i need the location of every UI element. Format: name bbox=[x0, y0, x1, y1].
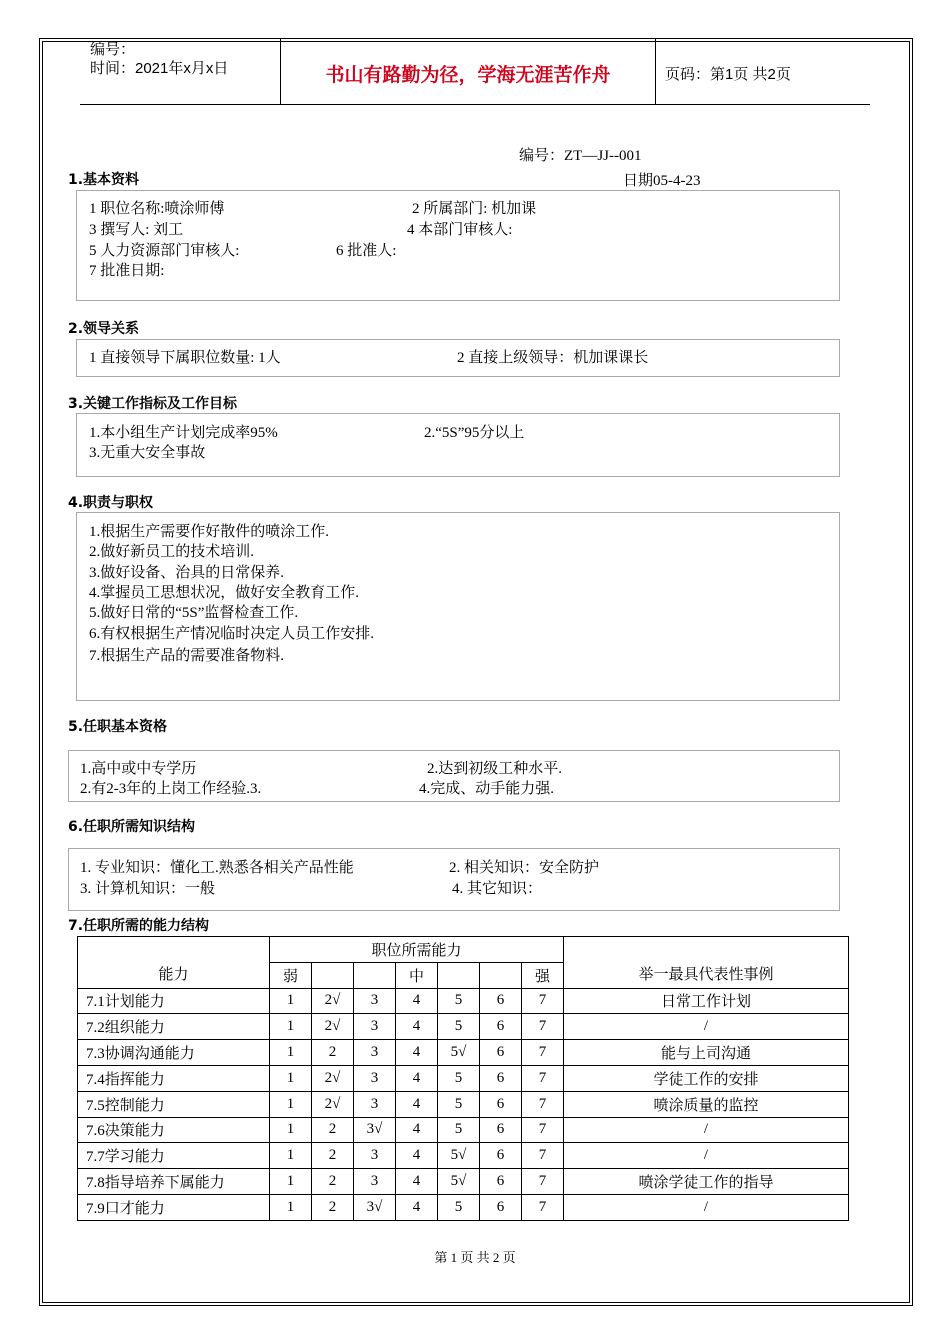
ability-level-cell: 7 bbox=[522, 988, 564, 1014]
ability-level-cell: 4 bbox=[396, 1014, 438, 1040]
s5-qualification-1: 1.高中或中专学历 bbox=[80, 761, 197, 777]
ability-level-cell: 7 bbox=[522, 1091, 564, 1117]
ability-name-cell: 7.2组织能力 bbox=[78, 1014, 270, 1040]
ability-level-cell: 2√ bbox=[312, 988, 354, 1014]
s3-indicator-2: 2.“5S”95分以上 bbox=[424, 425, 525, 441]
ability-column-header: 能力 bbox=[78, 937, 270, 989]
ability-level-cell: 7 bbox=[522, 1117, 564, 1143]
ability-name-cell: 7.6决策能力 bbox=[78, 1117, 270, 1143]
ability-level-cell: 2 bbox=[312, 1040, 354, 1066]
s4-duty-item: 6.有权根据生产情况临时决定人员工作安排. bbox=[89, 626, 375, 642]
ability-level-cell: 7 bbox=[522, 1040, 564, 1066]
s1-department: 2 所属部门: 机加课 bbox=[412, 201, 537, 217]
header-motto: 书山有路勤为径，学海无涯苦作舟 bbox=[325, 64, 611, 86]
ability-level-cell: 5 bbox=[438, 988, 480, 1014]
s1-hr-reviewer: 5 人力资源部门审核人: bbox=[89, 243, 240, 259]
ability-level-cell: 1 bbox=[270, 1143, 312, 1169]
ability-name-cell: 7.9口才能力 bbox=[78, 1194, 270, 1220]
s6-knowledge-4: 4. 其它知识： bbox=[452, 881, 543, 897]
ability-level-cell: 7 bbox=[522, 1169, 564, 1195]
ability-level-cell: 2 bbox=[312, 1143, 354, 1169]
ability-level-cell: 3 bbox=[354, 1065, 396, 1091]
ability-name-cell: 7.1计划能力 bbox=[78, 988, 270, 1014]
s1-dept-reviewer: 4 本部门审核人: bbox=[407, 222, 513, 238]
ability-level-cell: 2√ bbox=[312, 1065, 354, 1091]
ability-example-cell: 日常工作计划 bbox=[564, 988, 849, 1014]
ability-level-cell: 5 bbox=[438, 1117, 480, 1143]
ability-level-cell: 3 bbox=[354, 988, 396, 1014]
header-time-label: 时间：2021年x月x日 bbox=[90, 60, 229, 77]
ability-level-cell: 7 bbox=[522, 1143, 564, 1169]
ability-example-cell: 学徒工作的安排 bbox=[564, 1065, 849, 1091]
ability-level-cell: 1 bbox=[270, 1040, 312, 1066]
section-4-title: 4.职责与职权 bbox=[68, 495, 154, 511]
header-divider-left bbox=[280, 38, 281, 104]
ability-row bbox=[78, 988, 849, 1014]
ability-level-cell: 4 bbox=[396, 1169, 438, 1195]
ability-example-cell: 喷涂质量的监控 bbox=[564, 1091, 849, 1117]
ability-example-cell: 能与上司沟通 bbox=[564, 1040, 849, 1066]
s6-knowledge-1: 1. 专业知识：懂化工.熟悉各相关产品性能 bbox=[80, 860, 354, 876]
ability-level-cell: 5√ bbox=[438, 1040, 480, 1066]
ability-level-cell: 6 bbox=[480, 1143, 522, 1169]
s5-qualification-3: 2.有2-3年的上岗工作经验.3. bbox=[80, 781, 262, 797]
scale-blank bbox=[354, 962, 396, 988]
header-bottom-rule bbox=[80, 104, 870, 105]
s4-duty-item: 1.根据生产需要作好散件的喷涂工作. bbox=[89, 524, 330, 540]
ability-level-cell: 5 bbox=[438, 1091, 480, 1117]
doc-date: 日期05-4-23 bbox=[623, 173, 701, 189]
s2-subordinate-count: 1 直接领导下属职位数量: 1人 bbox=[89, 350, 281, 366]
ability-level-cell: 2√ bbox=[312, 1014, 354, 1040]
ability-level-cell: 5 bbox=[438, 1194, 480, 1220]
ability-level-cell: 3 bbox=[354, 1143, 396, 1169]
ability-level-cell: 1 bbox=[270, 1194, 312, 1220]
ability-level-cell: 3 bbox=[354, 1014, 396, 1040]
section-1-title: 1.基本资料 bbox=[68, 172, 140, 188]
ability-level-cell: 2√ bbox=[312, 1091, 354, 1117]
s4-duty-item: 5.做好日常的“5S”监督检查工作. bbox=[89, 605, 299, 621]
s2-direct-superior: 2 直接上级领导：机加课课长 bbox=[457, 350, 649, 366]
scale-strong-label: 强 bbox=[522, 962, 564, 988]
ability-level-cell: 6 bbox=[480, 1040, 522, 1066]
scale-blank bbox=[438, 962, 480, 988]
ability-example-cell: / bbox=[564, 1194, 849, 1220]
ability-level-cell: 6 bbox=[480, 1014, 522, 1040]
header-number-label: 编号： bbox=[90, 41, 136, 58]
section-5-title: 5.任职基本资格 bbox=[68, 719, 168, 735]
ability-level-cell: 7 bbox=[522, 1065, 564, 1091]
ability-row bbox=[78, 1143, 849, 1169]
ability-level-cell: 5 bbox=[438, 1014, 480, 1040]
s1-job-title: 1 职位名称:喷涂师傅 bbox=[89, 201, 225, 217]
ability-level-cell: 1 bbox=[270, 1014, 312, 1040]
ability-name-cell: 7.5控制能力 bbox=[78, 1091, 270, 1117]
ability-level-cell: 6 bbox=[480, 1065, 522, 1091]
ability-level-cell: 1 bbox=[270, 988, 312, 1014]
ability-level-cell: 3 bbox=[354, 1169, 396, 1195]
ability-name-cell: 7.8指导培养下属能力 bbox=[78, 1169, 270, 1195]
s3-indicator-3: 3.无重大安全事故 bbox=[89, 445, 206, 461]
ability-level-cell: 7 bbox=[522, 1014, 564, 1040]
ability-level-cell: 2 bbox=[312, 1117, 354, 1143]
ability-level-cell: 1 bbox=[270, 1169, 312, 1195]
page-footer: 第 1 页 共 2 页 bbox=[434, 1250, 516, 1265]
ability-level-cell: 4 bbox=[396, 1091, 438, 1117]
header-top-rule bbox=[80, 38, 870, 39]
ability-level-cell: 6 bbox=[480, 988, 522, 1014]
ability-name-cell: 7.3协调沟通能力 bbox=[78, 1040, 270, 1066]
ability-level-cell: 3√ bbox=[354, 1117, 396, 1143]
header-left-block bbox=[90, 40, 228, 78]
s4-duty-item: 4.掌握员工思想状况，做好安全教育工作. bbox=[89, 585, 360, 601]
ability-level-cell: 3 bbox=[354, 1040, 396, 1066]
ability-example-cell: / bbox=[564, 1117, 849, 1143]
ability-level-cell: 3 bbox=[354, 1091, 396, 1117]
ability-level-cell: 4 bbox=[396, 1143, 438, 1169]
ability-row bbox=[78, 1014, 849, 1040]
ability-level-cell: 6 bbox=[480, 1091, 522, 1117]
s1-approval-date: 7 批准日期: bbox=[89, 263, 165, 279]
scale-blank bbox=[480, 962, 522, 988]
ability-example-cell: 喷涂学徒工作的指导 bbox=[564, 1169, 849, 1195]
required-ability-header: 职位所需能力 bbox=[270, 937, 564, 963]
ability-level-cell: 4 bbox=[396, 1194, 438, 1220]
ability-level-cell: 2 bbox=[312, 1169, 354, 1195]
section-3-title: 3.关键工作指标及工作目标 bbox=[68, 396, 238, 412]
s5-qualification-2: 2.达到初级工种水平. bbox=[427, 761, 563, 777]
ability-row bbox=[78, 1065, 849, 1091]
scale-blank bbox=[312, 962, 354, 988]
example-column-header: 举一最具代表性事例 bbox=[564, 937, 849, 989]
s3-indicator-1: 1.本小组生产计划完成率95% bbox=[89, 425, 278, 441]
ability-level-cell: 4 bbox=[396, 1117, 438, 1143]
doc-number: 编号：ZT—JJ--001 bbox=[519, 148, 642, 164]
header-page-label: 页码：第1页 共2页 bbox=[665, 66, 791, 83]
ability-level-cell: 3√ bbox=[354, 1194, 396, 1220]
ability-table bbox=[77, 936, 849, 1221]
ability-level-cell: 5√ bbox=[438, 1143, 480, 1169]
section-7-title: 7.任职所需的能力结构 bbox=[68, 918, 210, 934]
ability-row bbox=[78, 1117, 849, 1143]
ability-level-cell: 1 bbox=[270, 1091, 312, 1117]
scale-mid-label: 中 bbox=[396, 962, 438, 988]
header-divider-right bbox=[655, 38, 656, 104]
ability-level-cell: 6 bbox=[480, 1169, 522, 1195]
ability-level-cell: 6 bbox=[480, 1117, 522, 1143]
s5-qualification-4: 4.完成、动手能力强. bbox=[419, 781, 555, 797]
s1-approver: 6 批准人: bbox=[336, 243, 397, 259]
s1-author: 3 撰写人: 刘工 bbox=[89, 222, 184, 238]
ability-row bbox=[78, 1091, 849, 1117]
s4-duty-item: 2.做好新员工的技术培训. bbox=[89, 544, 255, 560]
s6-knowledge-2: 2. 相关知识：安全防护 bbox=[449, 860, 600, 876]
ability-level-cell: 5√ bbox=[438, 1169, 480, 1195]
ability-name-cell: 7.7学习能力 bbox=[78, 1143, 270, 1169]
ability-level-cell: 7 bbox=[522, 1194, 564, 1220]
ability-level-cell: 2 bbox=[312, 1194, 354, 1220]
ability-level-cell: 5 bbox=[438, 1065, 480, 1091]
ability-level-cell: 4 bbox=[396, 988, 438, 1014]
ability-row bbox=[78, 1169, 849, 1195]
ability-level-cell: 4 bbox=[396, 1065, 438, 1091]
s4-duty-item: 7.根据生产品的需要准备物料. bbox=[89, 648, 285, 664]
ability-name-cell: 7.4指挥能力 bbox=[78, 1065, 270, 1091]
section-2-title: 2.领导关系 bbox=[68, 321, 140, 337]
ability-example-cell: / bbox=[564, 1014, 849, 1040]
scale-weak-label: 弱 bbox=[270, 962, 312, 988]
s6-knowledge-3: 3. 计算机知识：一般 bbox=[80, 881, 216, 897]
ability-level-cell: 1 bbox=[270, 1065, 312, 1091]
ability-level-cell: 6 bbox=[480, 1194, 522, 1220]
ability-level-cell: 1 bbox=[270, 1117, 312, 1143]
ability-example-cell: / bbox=[564, 1143, 849, 1169]
s4-duty-item: 3.做好设备、治具的日常保养. bbox=[89, 565, 285, 581]
ability-row bbox=[78, 1040, 849, 1066]
section-6-title: 6.任职所需知识结构 bbox=[68, 819, 196, 835]
ability-level-cell: 4 bbox=[396, 1040, 438, 1066]
ability-row bbox=[78, 1194, 849, 1220]
